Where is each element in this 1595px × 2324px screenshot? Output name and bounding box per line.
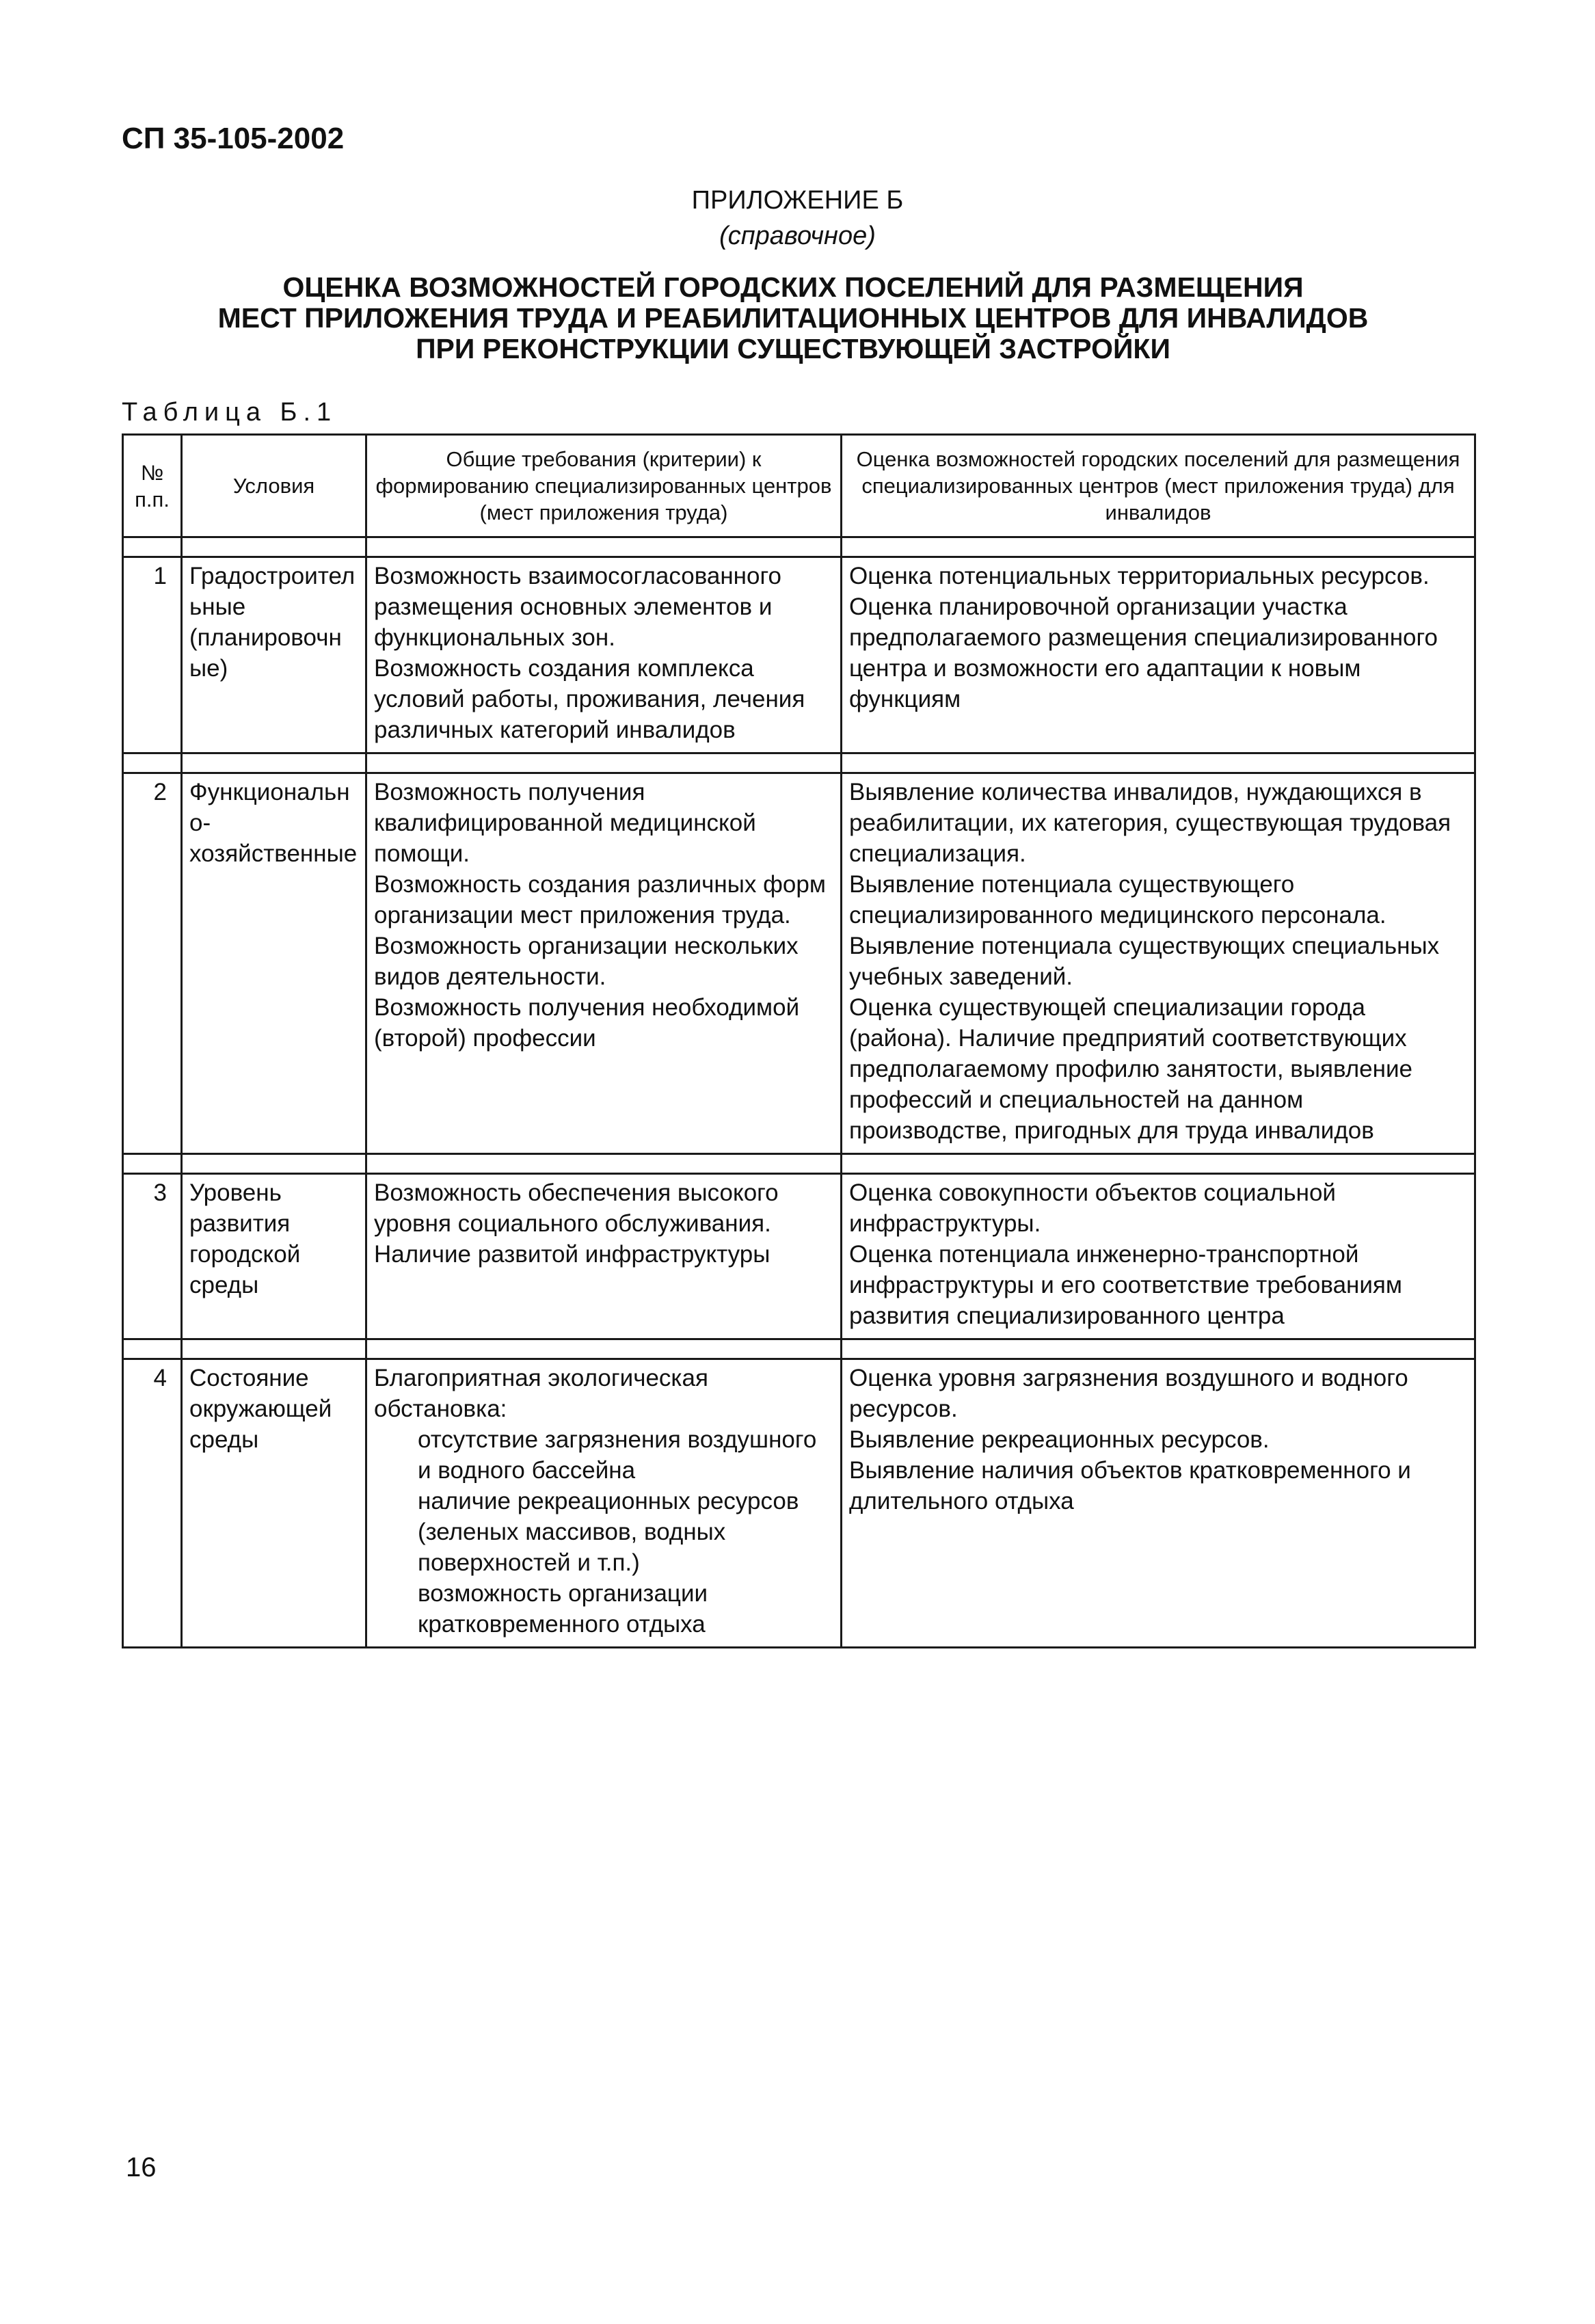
row-requirements	[366, 773, 842, 1154]
table-row	[123, 557, 1475, 753]
requirement-line: Возможность обеспечения высокого уровня социального обслуживания.	[374, 1179, 779, 1237]
row-condition: Уровень развития городской среды	[182, 1174, 366, 1339]
assessment-line: Оценка потенциала инженерно-транспортной инфраструктуры и его соответствие требованиям развития специализированного центра	[849, 1241, 1402, 1329]
requirement-item: наличие рекреационных ресурсов (зеленых массивов, водных поверхностей и т.п.)	[418, 1488, 799, 1576]
row-condition: Градостроительные (планировочные)	[182, 557, 366, 753]
row-requirements	[366, 1174, 842, 1339]
heading-line: ПРИ РЕКОНСТРУКЦИИ СУЩЕСТВУЮЩЕЙ ЗАСТРОЙКИ	[416, 333, 1170, 364]
table-spacer-row	[123, 1154, 1475, 1174]
row-condition: Функционально-хозяйственные	[182, 773, 366, 1154]
row-number: 1	[123, 557, 182, 753]
requirement-line: Возможность получения квалифицированной медицинской помощи.	[374, 779, 756, 867]
assessment-line: Оценка планировочной организации участка предполагаемого размещения специализированного центра и возможности его адаптации к новым функциям	[849, 593, 1438, 712]
column-header-requirements: Общие требования (критерии) к формированию специализированных центров (мест приложения труда)	[366, 435, 842, 537]
row-requirements	[366, 1359, 842, 1648]
table-row	[123, 1174, 1475, 1339]
row-assessment	[842, 1174, 1475, 1339]
assessment-line: Выявление рекреационных ресурсов.	[849, 1426, 1270, 1453]
table-spacer-row	[123, 753, 1475, 773]
appendix-title: ПРИЛОЖЕНИЕ Б	[691, 186, 904, 215]
assessment-line: Оценка уровня загрязнения воздушного и водного ресурсов.	[849, 1365, 1408, 1422]
table-label: Таблица Б.1	[122, 398, 338, 427]
assessment-line: Оценка совокупности объектов социальной инфраструктуры.	[849, 1179, 1336, 1237]
document-heading	[137, 272, 1449, 364]
assessment-table	[122, 433, 1476, 1648]
row-assessment	[842, 557, 1475, 753]
document-code: СП 35-105-2002	[122, 122, 345, 155]
row-number: 3	[123, 1174, 182, 1339]
assessment-line: Выявление количества инвалидов, нуждающихся в реабилитации, их категория, существующая трудовая специализация.	[849, 779, 1451, 867]
table-row	[123, 1359, 1475, 1648]
requirement-item: возможность организации кратковременного отдыха	[418, 1580, 708, 1638]
appendix-note: (справочное)	[719, 222, 876, 250]
heading-line: МЕСТ ПРИЛОЖЕНИЯ ТРУДА И РЕАБИЛИТАЦИОННЫХ ЦЕНТРОВ ДЛЯ ИНВАЛИДОВ	[217, 302, 1369, 334]
row-assessment	[842, 1359, 1475, 1648]
assessment-line: Оценка существующей специализации города (района). Наличие предприятий соответствующих предполагаемому профилю занятости, выявление профессий и специальностей на данном производстве, пригодных для труда инвалидов	[849, 994, 1412, 1144]
heading-line: ОЦЕНКА ВОЗМОЖНОСТЕЙ ГОРОДСКИХ ПОСЕЛЕНИЙ ДЛЯ РАЗМЕЩЕНИЯ	[282, 271, 1304, 303]
column-header-number: № п.п.	[123, 435, 182, 537]
requirement-line: Наличие развитой инфраструктуры	[374, 1241, 770, 1268]
requirement-lead: Благоприятная экологическая обстановка:	[374, 1365, 708, 1422]
assessment-line: Выявление потенциала существующих специальных учебных заведений.	[849, 933, 1440, 990]
row-number: 4	[123, 1359, 182, 1648]
row-requirements	[366, 557, 842, 753]
assessment-line: Оценка потенциальных территориальных ресурсов.	[849, 563, 1430, 589]
requirement-line: Возможность создания различных форм организации мест приложения труда.	[374, 871, 826, 929]
row-number: 2	[123, 773, 182, 1154]
table-row	[123, 773, 1475, 1154]
requirement-line: Возможность создания комплекса условий работы, проживания, лечения различных категорий инвалидов	[374, 655, 805, 743]
table-spacer-row	[123, 537, 1475, 557]
assessment-line: Выявление потенциала существующего специализированного медицинского персонала.	[849, 871, 1386, 929]
requirement-item: отсутствие загрязнения воздушного и водного бассейна	[418, 1426, 817, 1484]
column-header-conditions: Условия	[182, 435, 366, 537]
table-header-row	[123, 435, 1475, 537]
requirement-line: Возможность взаимосогласованного размещения основных элементов и функциональных зон.	[374, 563, 781, 651]
requirement-line: Возможность организации нескольких видов деятельности.	[374, 933, 799, 990]
row-assessment	[842, 773, 1475, 1154]
table-spacer-row	[123, 1339, 1475, 1359]
assessment-line: Выявление наличия объектов кратковременного и длительного отдыха	[849, 1457, 1411, 1514]
page-number: 16	[126, 2152, 157, 2182]
column-header-assessment: Оценка возможностей городских поселений для размещения специализированных центров (мест приложения труда) для инвалидов	[842, 435, 1475, 537]
requirement-line: Возможность получения необходимой (второй) профессии	[374, 994, 800, 1052]
row-condition: Состояние окружающей среды	[182, 1359, 366, 1648]
